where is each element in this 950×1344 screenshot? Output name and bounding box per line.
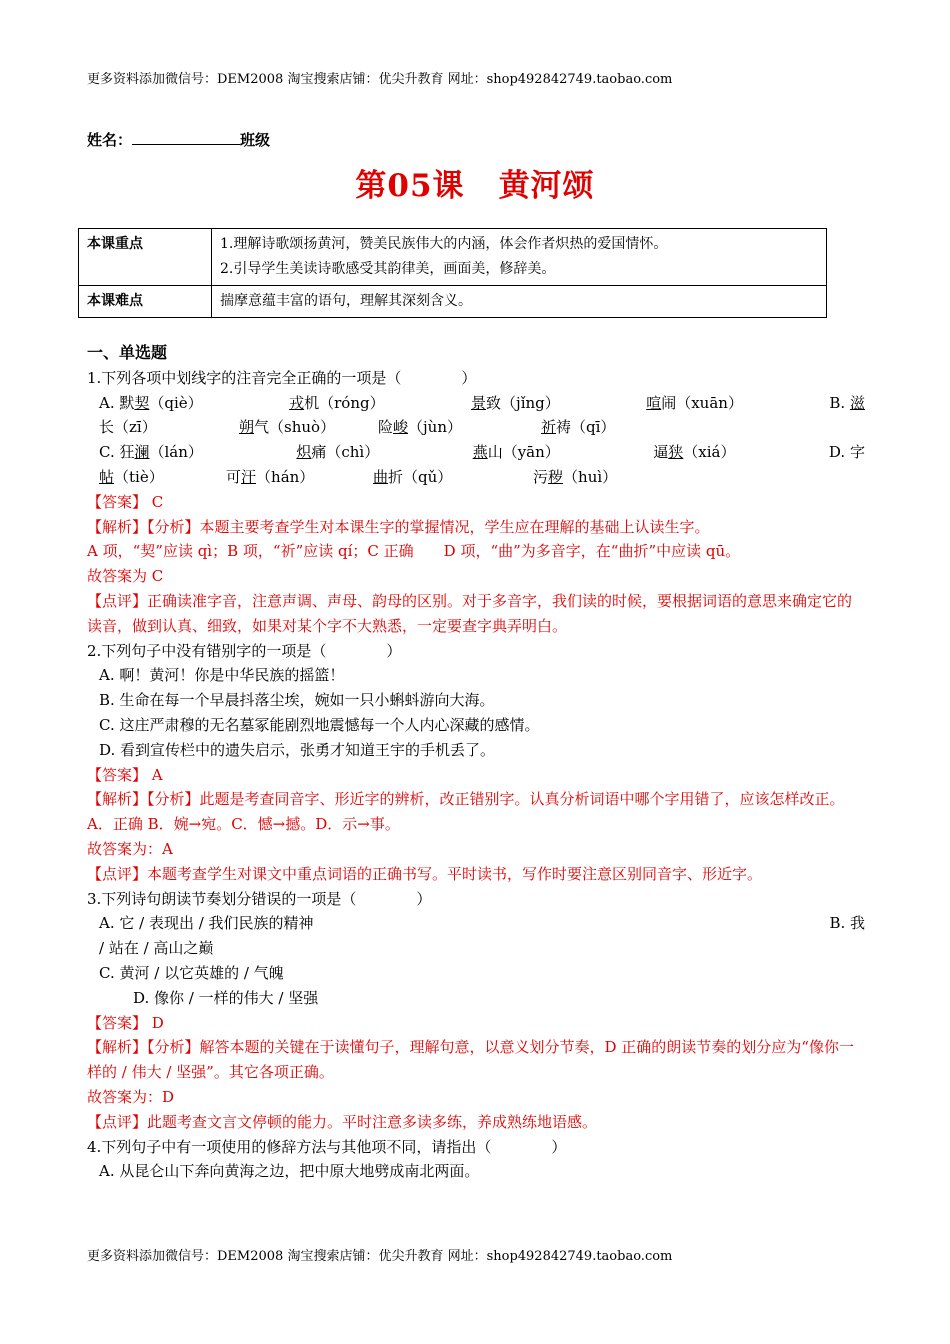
q2-option-b: B. 生命在每一个早晨抖落尘埃，婉如一只小蝌蚪游向大海。 — [99, 691, 495, 710]
q1-answer: 【答案】 C — [87, 492, 164, 511]
difficult-points-content: 揣摩意蕴丰富的语句，理解其深刻含义。 — [212, 286, 827, 318]
q3-comment: 【点评】此题考查文言文停顿的能力。平时注意多读多练，养成熟练地语感。 — [87, 1112, 598, 1131]
q1-option-a-part1: A. 默契（qiè） — [99, 393, 203, 412]
name-label: 姓名： — [87, 131, 133, 149]
lesson-number: 第05课 — [355, 168, 465, 204]
section-title: 一、单选题 — [87, 343, 168, 362]
key-point-1: 1.理解诗歌颂扬黄河，赞美民族伟大的内涵，体会作者炽热的爱国情怀。 — [220, 236, 668, 252]
q3-analysis: 【解析】【分析】解答本题的关键在于读懂句子，理解句意，以意义划分节奏，D 正确的朗读节奏的划分应为“像你一样的 / 伟大 / 坚强”。其它各项正确。 — [87, 1038, 854, 1082]
q1-analysis-detail: A 项，“契”应读 qì；B 项，“祈”应读 qí；C 正确 D 项，“曲”为多音字，在“曲折”中应读 qū。 — [87, 542, 741, 561]
q3-options-row1 — [87, 911, 865, 936]
focus-table — [78, 228, 827, 318]
q1-options-row4: 帖（tiè） 可汗（hán） 曲折（qǔ） 污秽（huì） — [99, 467, 618, 486]
key-point-2: 2.引导学生美读诗歌感受其韵律美，画面美，修辞美。 — [220, 261, 556, 277]
page-title — [0, 164, 950, 208]
q3-option-c: C. 黄河 / 以它英雄的 / 气魄 — [99, 963, 284, 982]
q4-stem: 4.下列句子中有一项使用的修辞方法与其他项不同，请指出（ ） — [87, 1137, 567, 1156]
q4-option-a: A. 从昆仑山下奔向黄海之边，把中原大地劈成南北两面。 — [99, 1162, 480, 1181]
difficult-points-label: 本课难点 — [79, 286, 212, 318]
question-content — [87, 341, 865, 1184]
key-points-label: 本课重点 — [79, 229, 212, 286]
q3-option-b-start: B. 我 — [829, 914, 865, 933]
q2-option-d: D. 看到宣传栏中的遗失启示，张勇才知道王宇的手机丢了。 — [99, 740, 496, 759]
q3-option-a: A. 它 / 表现出 / 我们民族的精神 — [99, 914, 314, 933]
q2-answer: 【答案】 A — [87, 765, 163, 784]
q1-analysis: 【解析】【分析】本题主要考查学生对本课生字的掌握情况，学生应在理解的基础上认读生字。 — [87, 517, 710, 536]
page-footer: 更多资料添加微信号：DEM2008 淘宝搜索店铺：优尖升教育 网址：shop492842749.taobao.com — [87, 1249, 673, 1264]
q1-option-d-start: D. 字 — [828, 443, 865, 462]
q2-analysis: 【解析】【分析】此题是考查同音字、形近字的辨析，改正错别字。认真分析词语中哪个字用错了，应该怎样改正。 — [87, 790, 845, 809]
name-blank[interactable] — [132, 130, 240, 145]
q3-option-d: D. 像你 / 一样的伟大 / 坚强 — [133, 988, 319, 1007]
q1-option-a-part3: 景致（jǐng） — [471, 393, 560, 412]
q3-stem: 3.下列诗句朗读节奏划分错误的一项是（ ） — [87, 889, 432, 908]
q2-option-c: C. 这庄严肃穆的无名墓冢能剧烈地震憾每一个人内心深藏的感情。 — [99, 715, 540, 734]
q3-conclusion: 故答案为：D — [87, 1087, 175, 1106]
q2-analysis-detail: A．正确 B．婉→宛。C．憾→撼。D．示→事。 — [87, 815, 400, 834]
q1-option-a-part2: 戎机（róng） — [289, 393, 385, 412]
q2-stem: 2.下列句子中没有错别字的一项是（ ） — [87, 641, 402, 660]
q1-option-a-part4: 喧闹（xuān） — [646, 393, 743, 412]
q2-conclusion: 故答案为：A — [87, 839, 173, 858]
q1-option-b-start: B. 滋 — [829, 393, 865, 412]
name-class-line — [87, 129, 270, 150]
q1-options-row1 — [87, 391, 865, 416]
key-points-content — [212, 229, 827, 286]
q3-answer: 【答案】 D — [87, 1013, 164, 1032]
page-header: 更多资料添加微信号：DEM2008 淘宝搜索店铺：优尖升教育 网址：shop492842749.taobao.com — [87, 72, 673, 87]
q1-stem: 1.下列各项中划线字的注音完全正确的一项是（ ） — [87, 368, 477, 387]
q2-comment: 【点评】本题考查学生对课文中重点词语的正确书写。平时读书，写作时要注意区别同音字、形近字。 — [87, 864, 763, 883]
q1-comment: 【点评】正确读准字音，注意声调、声母、韵母的区别。对于多音字，我们读的时候，要根据词语的意思来确定它的读音，做到认真、细致，如果对某个字不大熟悉，一定要查字典弄明白。 — [87, 591, 853, 635]
class-label: 班级 — [240, 131, 271, 149]
q1-options-row2: 长（zī） 朔气（shuò） 险峻（jùn） 祈祷（qī） — [99, 418, 616, 437]
q1-conclusion: 故答案为 C — [87, 567, 164, 586]
q3-option-b-end: / 站在 / 高山之巅 — [99, 939, 214, 958]
lesson-topic: 黄河颂 — [498, 168, 595, 204]
q1-options-row3: C. 狂澜（lán） 炽痛（chì） 燕山（yān） 逼狭（xiá） D. 字 — [87, 440, 865, 465]
q2-option-a: A. 啊！黄河！你是中华民族的摇篮！ — [99, 666, 345, 685]
